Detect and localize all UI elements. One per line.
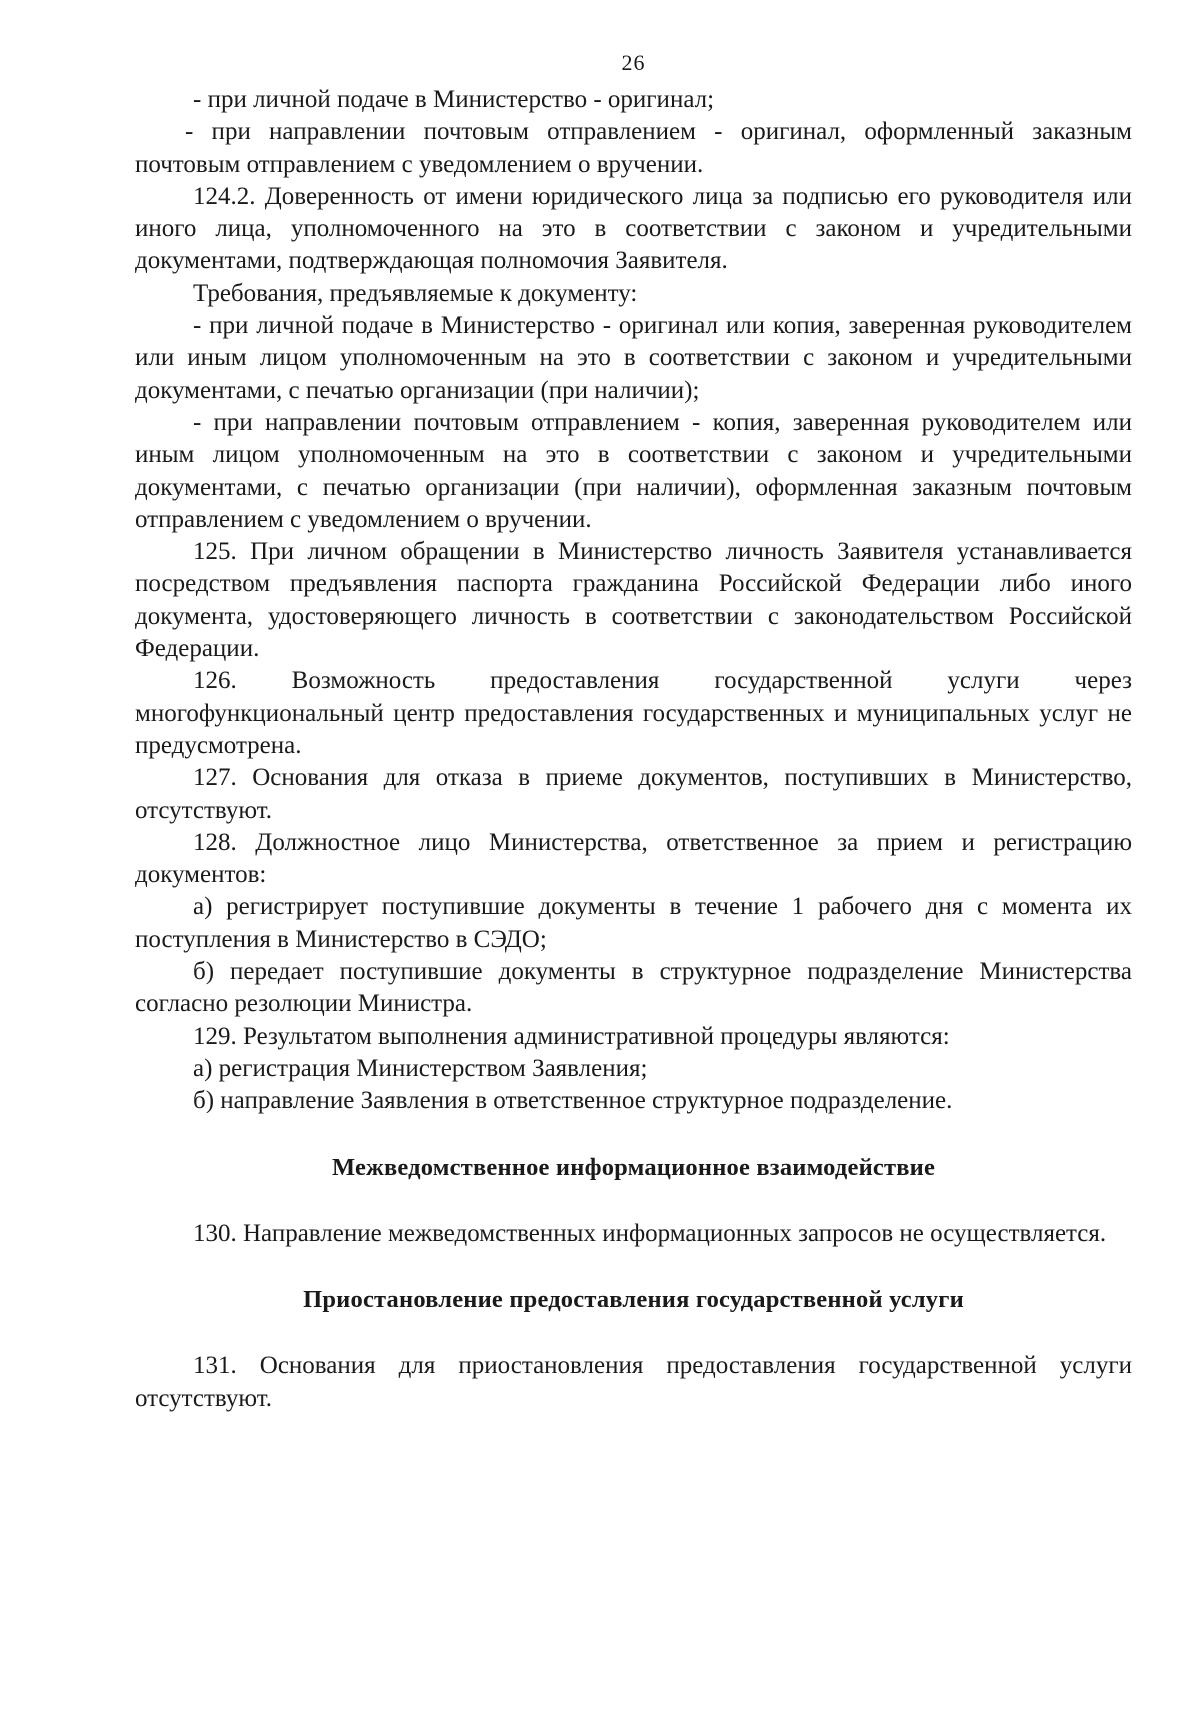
paragraph: а) регистрирует поступившие документы в течение 1 рабочего дня с момента их поступления в Министерство в СЭДО; [135, 893, 1132, 953]
paragraph: 129. Результатом выполнения административной процедуры являются: [193, 1022, 950, 1050]
document-body [135, 84, 1132, 1415]
paragraph: 124.2. Доверенность от имени юридического лица за подписью его руководителя или иного лица, уполномоченного на это в соответствии с законом и учредительными документами, подтверждающая полномочия Заявителя. [135, 182, 1132, 275]
paragraph: а) регистрация Министерством Заявления; [193, 1054, 648, 1082]
paragraph: 126. Возможность предоставления государственной услуги через многофункциональный центр предоставления государственных и муниципальных услуг не предусмотрена. [135, 667, 1132, 759]
paragraph: Требования, предъявляемые к документу: [193, 279, 638, 307]
page-number: 26 [621, 50, 646, 75]
section-heading-interagency: Межведомственное информационное взаимодействие [331, 1153, 936, 1181]
paragraph: б) передает поступившие документы в структурное подразделение Министерства согласно резолюции Министра. [135, 958, 1132, 1018]
paragraph: - при личной подаче в Министерство - оригинал или копия, заверенная руководителем или иным лицом уполномоченным на это в соответствии с законом и учредительными документами, с печатью организации (при наличии); [135, 312, 1132, 404]
paragraph: 131. Основания для приостановления предоставления государственной услуги отсутствуют. [135, 1352, 1132, 1412]
paragraph: - при личной подаче в Министерство - оригинал; [193, 86, 715, 113]
paragraph: 125. При личном обращении в Министерство личность Заявителя устанавливается посредством предъявления паспорта гражданина Российской Федерации либо иного документа, удостоверяющего личность в соответствии с законодательством Российской Федерации. [135, 538, 1132, 663]
paragraph: б) направление Заявления в ответственное структурное подразделение. [193, 1087, 953, 1115]
paragraph: - при направлении почтовым отправлением - копия, заверенная руководителем или иным лицом уполномоченным на это в соответствии с законом и учредительными документами, с печатью организации (при наличии), оформленная заказным почтовым отправлением с уведомлением о вручении. [135, 408, 1132, 533]
section-heading-suspension: Приостановление предоставления государственной услуги [303, 1286, 964, 1314]
paragraph: 128. Должностное лицо Министерства, ответственное за прием и регистрацию документов: [135, 828, 1132, 889]
paragraph: - при направлении почтовым отправлением - оригинал, оформленный заказным почтовым отправлением с уведомлением о вручении. [135, 118, 1132, 178]
paragraph: 127. Основания для отказа в приеме документов, поступивших в Министерство, отсутствуют. [135, 764, 1132, 824]
paragraph: 130. Направление межведомственных информационных запросов не осуществляется. [193, 1219, 1107, 1247]
